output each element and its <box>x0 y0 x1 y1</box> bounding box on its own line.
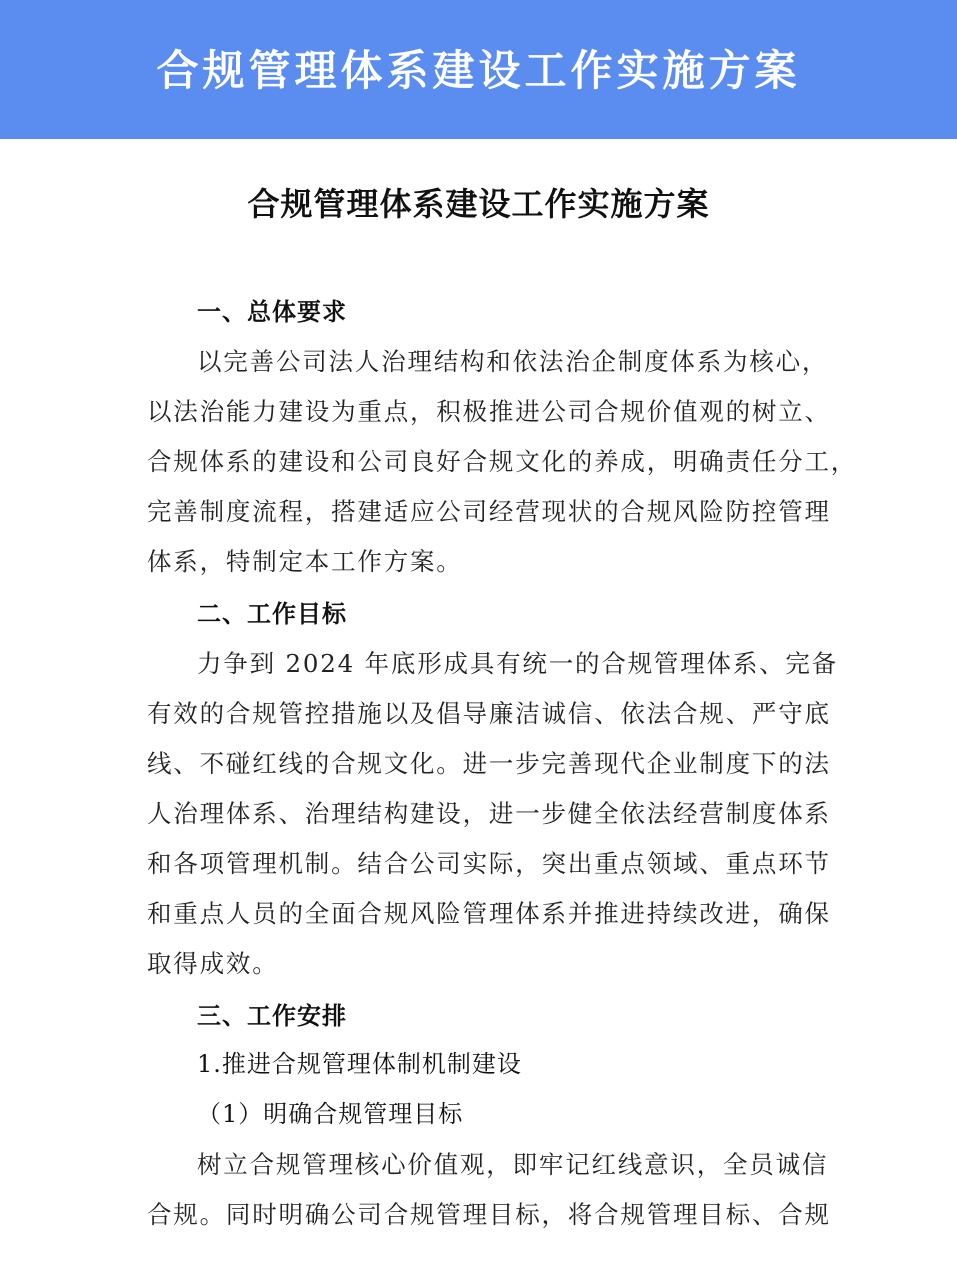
document-title: 合规管理体系建设工作实施方案 <box>247 185 710 223</box>
paragraph-line: 人治理体系、治理结构建设，进一步健全依法经营制度体系 <box>147 799 831 828</box>
paragraph-line: 取得成效。 <box>147 949 279 978</box>
paragraph-line: 合规。同时明确公司合规管理目标，将合规管理目标、合规 <box>147 1200 831 1229</box>
header-banner <box>0 0 957 139</box>
paragraph-line: 线、不碰红线的合规文化。进一步完善现代企业制度下的法 <box>147 749 831 778</box>
subsection-item-heading: （1）明确合规管理目标 <box>197 1100 464 1128</box>
paragraph-line: 以完善公司法人治理结构和依法治企制度体系为核心， <box>197 347 829 376</box>
paragraph-line: 和重点人员的全面合规风险管理体系并推进持续改进，确保 <box>147 899 831 928</box>
paragraph-line: 力争到 2024 年底形成具有统一的合规管理体系、完备 <box>197 649 839 678</box>
paragraph-line: 树立合规管理核心价值观，即牢记红线意识，全员诚信 <box>197 1150 829 1179</box>
subsection-heading: 1.推进合规管理体制机制建设 <box>197 1050 522 1078</box>
paragraph-line: 有效的合规管控措施以及倡导廉洁诚信、依法合规、严守底 <box>147 699 831 728</box>
document-body <box>0 139 957 1280</box>
paragraph-line: 以法治能力建设为重点，积极推进公司合规价值观的树立、 <box>147 397 831 426</box>
banner-title: 合规管理体系建设工作实施方案 <box>156 45 801 95</box>
paragraph-line: 体系，特制定本工作方案。 <box>147 547 463 576</box>
section-heading-work-arrangements: 三、工作安排 <box>197 1002 347 1030</box>
section-heading-work-goals: 二、工作目标 <box>197 600 347 628</box>
paragraph-line: 合规体系的建设和公司良好合规文化的养成，明确责任分工， <box>147 447 858 476</box>
paragraph-line: 和各项管理机制。结合公司实际，突出重点领域、重点环节 <box>147 849 831 878</box>
section-heading-general-requirements: 一、总体要求 <box>197 298 347 326</box>
paragraph-line: 完善制度流程，搭建适应公司经营现状的合规风险防控管理 <box>147 497 831 526</box>
